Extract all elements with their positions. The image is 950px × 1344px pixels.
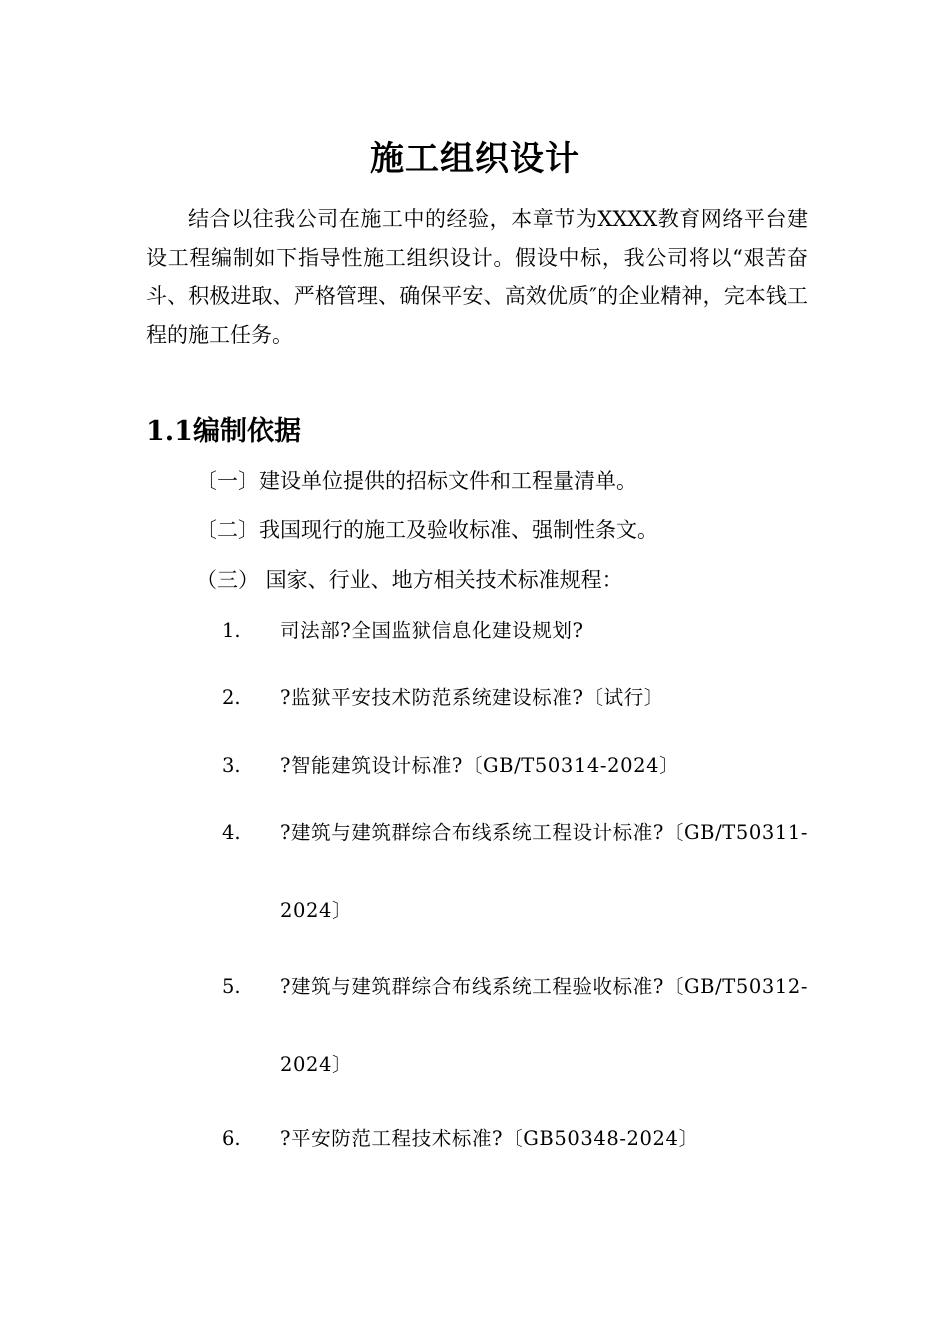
document-title: 施工组织设计 — [370, 139, 580, 179]
standard-number: 5. — [222, 975, 241, 998]
standard-number: 3. — [222, 754, 241, 777]
standard-number: 1. — [222, 619, 241, 642]
standard-text: ?平安防范工程技术标准?〔GB50348-2024〕 — [280, 1127, 699, 1150]
section-heading: 1.1编制依据 — [146, 416, 301, 447]
basis-item: 〔一〕建设单位提供的招标文件和工程量清单。 — [196, 469, 637, 493]
standard-text: ?建筑与建筑群综合布线系统工程验收标准?〔GB/T50312-2024〕 — [280, 975, 809, 1076]
standard-text: ?建筑与建筑群综合布线系统工程设计标准?〔GB/T50311-2024〕 — [280, 821, 809, 922]
standard-text: ?监狱平安技术防范系统建设标准?〔试行〕 — [280, 686, 664, 709]
standard-number: 6. — [222, 1127, 241, 1150]
standard-text: 司法部?全国监狱信息化建设规划? — [280, 619, 584, 642]
intro-paragraph: 结合以往我公司在施工中的经验，本章节为XXXX教育网络平台建设工程编制如下指导性施工组织设计。假设中标，我公司将以“艰苦奋斗、积极进取、严格管理、确保平安、高效优质″的企业精神，完本钱工程的施工任务。 — [146, 207, 808, 347]
basis-item: 〔二〕我国现行的施工及验收标准、强制性条文。 — [196, 518, 658, 542]
standard-number: 4. — [222, 821, 241, 844]
basis-item: （三） 国家、行业、地方相关技术标准规程： — [196, 568, 623, 592]
standard-text: ?智能建筑设计标准?〔GB/T50314-2024〕 — [280, 754, 680, 777]
standard-number: 2. — [222, 686, 241, 709]
